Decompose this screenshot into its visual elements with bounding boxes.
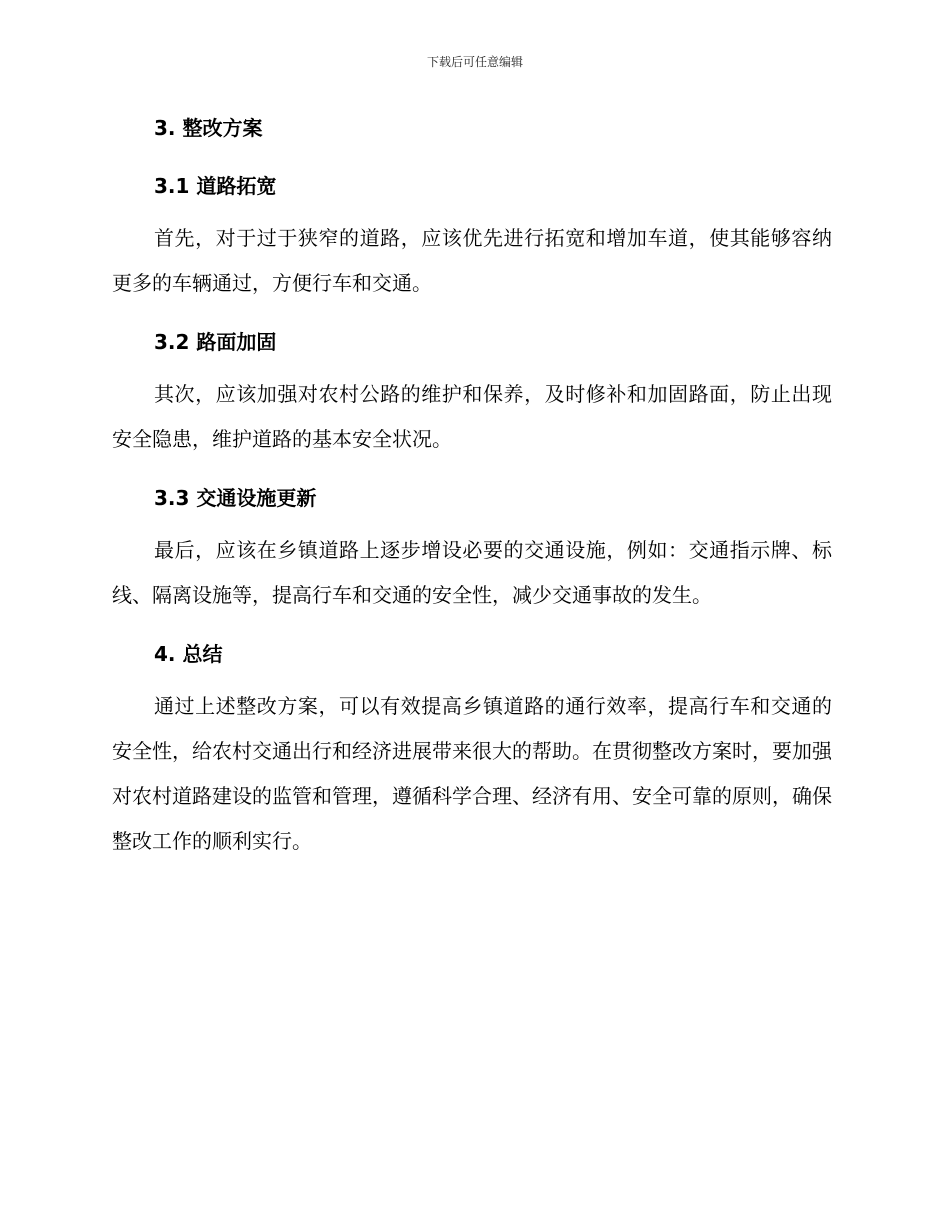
paragraph-summary: 通过上述整改方案，可以有效提高乡镇道路的通行效率，提高行车和交通的安全性，给农村交通出行和经济进展带来很大的帮助。在贯彻整改方案时，要加强对农村道路建设的监管和管理，遵循科学合理、经济有用、安全可靠的原则，确保整改工作的顺利实行。 xyxy=(112,694,832,853)
section-heading-rectification-plan: 3. 整改方案 xyxy=(154,116,263,140)
paragraph-traffic-facilities: 最后，应该在乡镇道路上逐步增设必要的交通设施，例如：交通指示牌、标线、隔离设施等，提高行车和交通的安全性，减少交通事故的发生。 xyxy=(112,538,832,607)
page-header: 下载后可任意编辑 xyxy=(426,55,523,69)
paragraph-pavement-reinforcement: 其次，应该加强对农村公路的维护和保养，及时修补和加固路面，防止出现安全隐患，维护道路的基本安全状况。 xyxy=(112,382,832,451)
subsection-heading-road-widening: 3.1 道路拓宽 xyxy=(154,174,277,198)
paragraph-road-widening: 首先，对于过于狭窄的道路，应该优先进行拓宽和增加车道，使其能够容纳更多的车辆通过，方便行车和交通。 xyxy=(112,226,832,295)
subsection-heading-traffic-facilities: 3.3 交通设施更新 xyxy=(154,486,317,510)
section-heading-summary: 4. 总结 xyxy=(154,642,223,666)
document-body xyxy=(112,112,832,864)
subsection-heading-pavement-reinforcement: 3.2 路面加固 xyxy=(154,330,277,354)
